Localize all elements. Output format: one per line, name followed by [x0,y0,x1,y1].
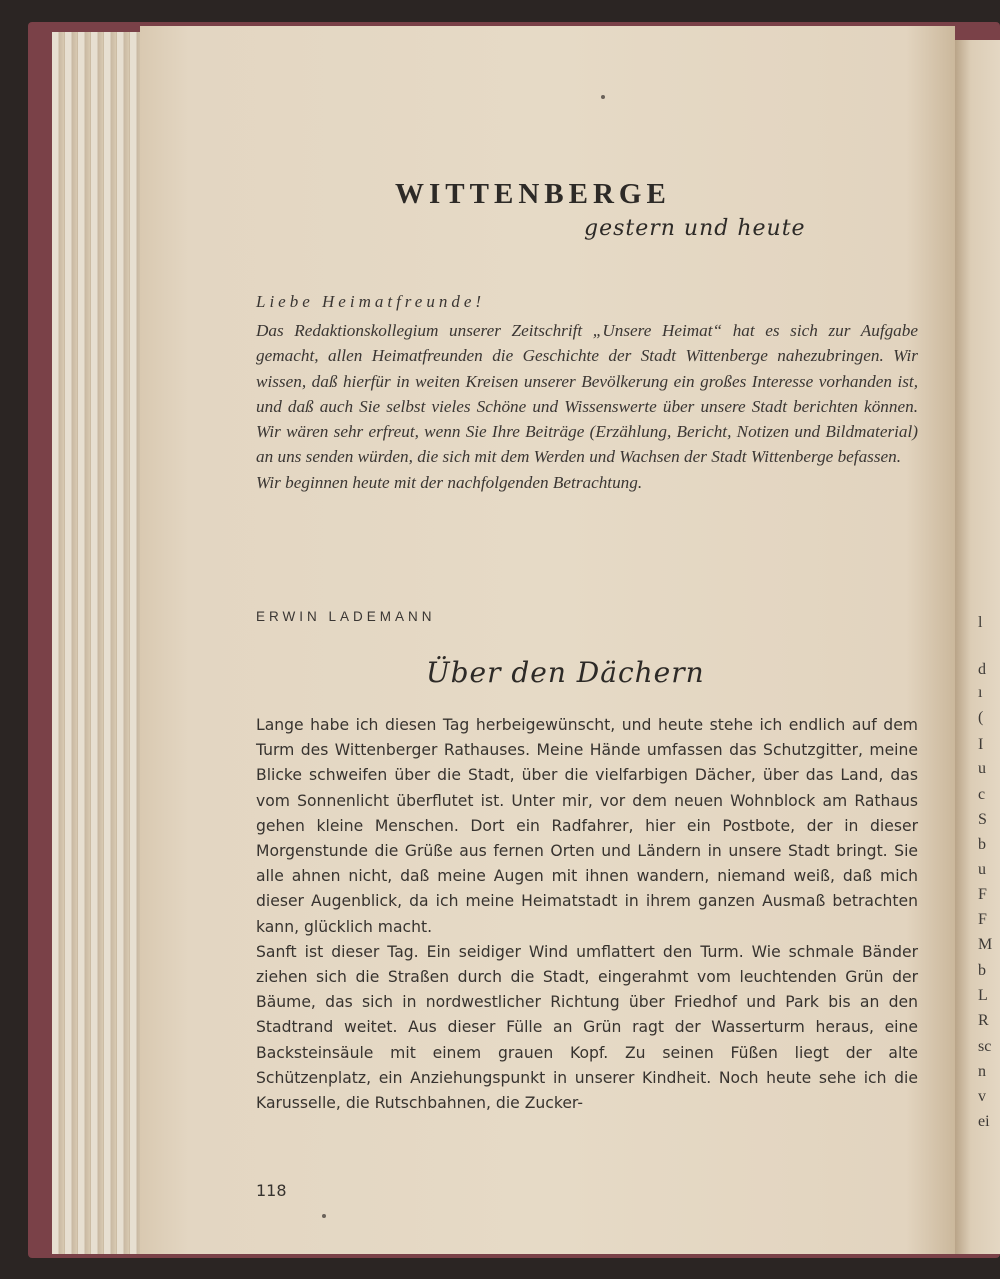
next-page-fragment: M [978,936,993,953]
next-page-fragment: ( [978,709,984,726]
author-name: ERWIN LADEMANN [256,609,436,624]
next-page-fragment: b [978,836,986,853]
intro-paragraph: Wir beginnen heute mit der nachfolgenden Betrachtung. [256,472,643,492]
intro-paragraph: Das Redaktionskollegium unserer Zeitschrift „Unsere Heimat“ hat es sich zur Aufgabe gemacht, allen Heimatfreunden die Geschichte der Stadt Wittenberge nahezubringen. Wir wissen, daß hierfür in weiten Kreisen unserer Bevölkerung ein großes Interesse vorhanden ist, und daß auch Sie selbst vieles Schöne und Wissenswerte über unsere Stadt berichten können. Wir wären sehr erfreut, wenn Sie Ihre Beiträge (Erzählung, Bericht, Notizen und Bildmaterial) an uns senden würden, die sich mit dem Werden und Wachsen der Stadt Wittenberge befassen. [256,321,918,467]
next-page-fragment: I [978,736,984,753]
next-page-fragment: v [978,1088,986,1105]
intro-text [256,318,918,495]
paper-speck [322,1214,326,1218]
page-title: WITTENBERGE [395,178,671,210]
body-paragraph: Sanft ist dieser Tag. Ein seidiger Wind umflattert den Turm. Wie schmale Bänder ziehen sich die Straßen durch die Stadt, eingerahmt vom leuchtenden Grün der Bäume, das sich in nordwestlicher Richtung über Friedhof und Park bis an den Stadtrand weitet. Aus dieser Fülle an Grün ragt der Wasserturm heraus, eine Backsteinsäule mit einem grauen Kopf. Zu seinen Füßen liegt der alte Schützenplatz, ein Anziehungspunkt in unserer Kindheit. Noch heute sehe ich die Karusselle, die Rutschbahnen, die Zucker- [256,942,918,1113]
next-page-fragment: sc [978,1038,992,1055]
page-number: 118 [256,1181,287,1200]
page-subtitle: gestern und heute [584,216,806,241]
body-paragraph: Lange habe ich diesen Tag herbeigewünscht, und heute stehe ich endlich auf dem Turm des Wittenberger Rathauses. Meine Hände umfassen das Schutzgitter, meine Blicke schweifen über die Stadt, über die vielfarbigen Dächer, über das Land, das vom Sonnenlicht überflutet ist. Unter mir, vor dem neuen Wohnblock am Rathaus gehen kleine Menschen. Dort ein Radfahrer, hier ein Postbote, der in dieser Morgenstunde die Grüße aus fernen Orten und Ländern in unsere Stadt bringt. Sie alle ahnen nicht, daß meine Augen mit ihnen wandern, niemand weiß, daß mich dieser Augenblick, da ich meine Heimatstadt in ihrem ganzen Ausmaß betrachten kann, glücklich macht. [256,716,918,936]
next-page-fragment: d [978,661,986,678]
next-page-fragment: u [978,861,986,878]
body-text [256,713,918,1116]
next-page-fragment: l [978,614,983,631]
next-page-fragment: R [978,1012,989,1029]
next-page-fragment: S [978,811,987,828]
next-page-fragment: ei [978,1113,990,1130]
next-page-fragment: n [978,1063,986,1080]
greeting: Liebe Heimatfreunde! [256,292,486,311]
next-page-fragment: L [978,987,988,1004]
next-page-fragment: F [978,911,987,928]
page-stack-edge [52,32,152,1254]
next-page-fragment: F [978,886,987,903]
next-page-fragment: u [978,760,986,777]
next-page-fragment: c [978,786,986,803]
next-page-fragment: b [978,962,986,979]
paper-speck [601,95,605,99]
next-page-fragment: ı [978,684,983,701]
section-title: Über den Dächern [426,656,705,689]
